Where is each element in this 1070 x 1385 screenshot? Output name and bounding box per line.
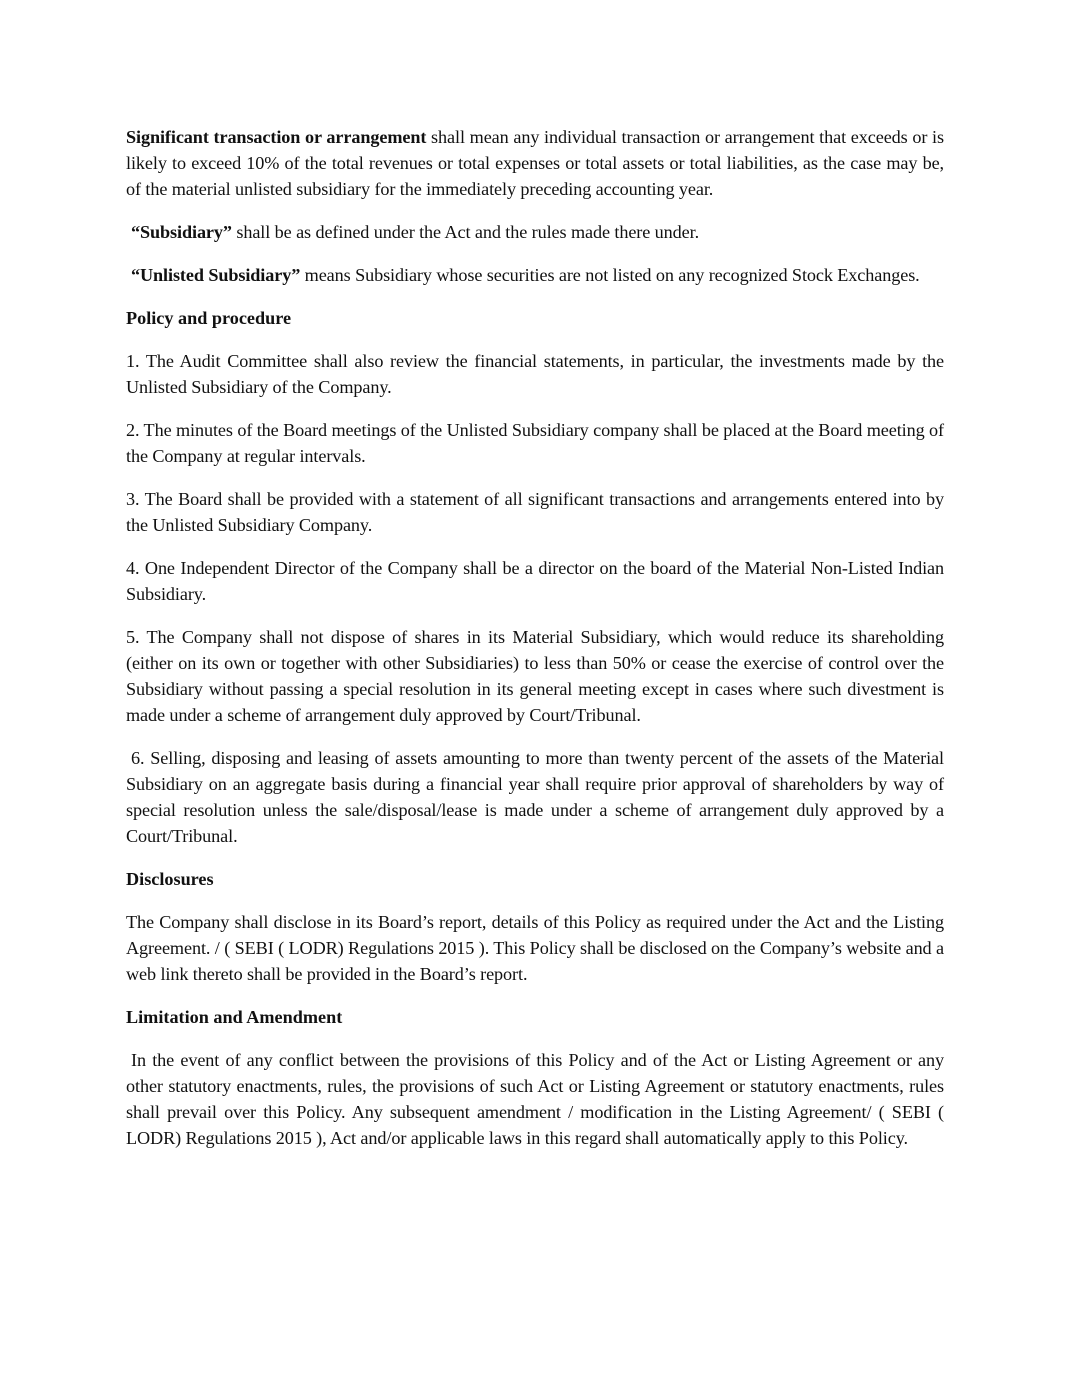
definition-text: means Subsidiary whose securities are not listed on any recognized Stock Exchanges. bbox=[300, 265, 920, 285]
definition-unlisted-subsidiary bbox=[126, 262, 944, 288]
policy-item-6: 6. Selling, disposing and leasing of assets amounting to more than twenty percent of the assets of the Material Subsidiary on an aggregate basis during a financial year shall require prior approval of shareholders by way of special resolution unless the sale/disposal/lease is made under a scheme of arrangement duly approved by a Court/Tribunal. bbox=[126, 748, 944, 846]
definition-text: shall be as defined under the Act and the rules made there under. bbox=[231, 222, 700, 242]
policy-item-1: 1. The Audit Committee shall also review the financial statements, in particular, the investments made by the Unlisted Subsidiary of the Company. bbox=[126, 351, 944, 397]
definition-significant-transaction bbox=[126, 124, 944, 202]
policy-item-3: 3. The Board shall be provided with a statement of all significant transactions and arrangements entered into by the Unlisted Subsidiary Company. bbox=[126, 489, 944, 535]
policy-item-2: 2. The minutes of the Board meetings of the Unlisted Subsidiary company shall be placed at the Board meeting of the Company at regular intervals. bbox=[126, 420, 944, 466]
definition-term: “Unlisted Subsidiary” bbox=[131, 265, 301, 285]
section-heading-policy: Policy and procedure bbox=[126, 308, 292, 328]
disclosures-text: The Company shall disclose in its Board’s report, details of this Policy as required under the Act and the Listing Agreement. / ( SEBI ( LODR) Regulations 2015 ). This Policy shall be disclosed on the Company’s website and a web link thereto shall be provided in the Board’s report. bbox=[126, 912, 944, 984]
definition-term: Significant transaction or arrangement bbox=[126, 127, 427, 147]
definition-term: “Subsidiary” bbox=[131, 222, 232, 242]
section-heading-disclosures: Disclosures bbox=[126, 869, 214, 889]
document-page bbox=[126, 124, 944, 1168]
policy-item-5: 5. The Company shall not dispose of shares in its Material Subsidiary, which would reduce its shareholding (either on its own or together with other Subsidiaries) to less than 50% or cease the exercise of control over the Subsidiary without passing a special resolution in its general meeting except in cases where such divestment is made under a scheme of arrangement duly approved by Court/Tribunal. bbox=[126, 627, 944, 725]
definition-subsidiary bbox=[126, 219, 944, 245]
limitation-text: In the event of any conflict between the provisions of this Policy and of the Act or Listing Agreement or any other statutory enactments, rules, the provisions of such Act or Listing Agreement or statutory enactments, rules shall prevail over this Policy. Any subsequent amendment / modification in the Listing Agreement/ ( SEBI ( LODR) Regulations 2015 ), Act and/or applicable laws in this regard shall automatically apply to this Policy. bbox=[126, 1050, 944, 1148]
section-heading-limitation: Limitation and Amendment bbox=[126, 1007, 343, 1027]
definition-text: shall mean any individual transaction or arrangement that exceeds or is likely to exceed 10% of the total revenues or total expenses or total assets or total liabilities, as the case may be, of the material unlisted subsidiary for the immediately preceding accounting year. bbox=[126, 127, 944, 199]
policy-item-4: 4. One Independent Director of the Company shall be a director on the board of the Material Non-Listed Indian Subsidiary. bbox=[126, 558, 944, 604]
